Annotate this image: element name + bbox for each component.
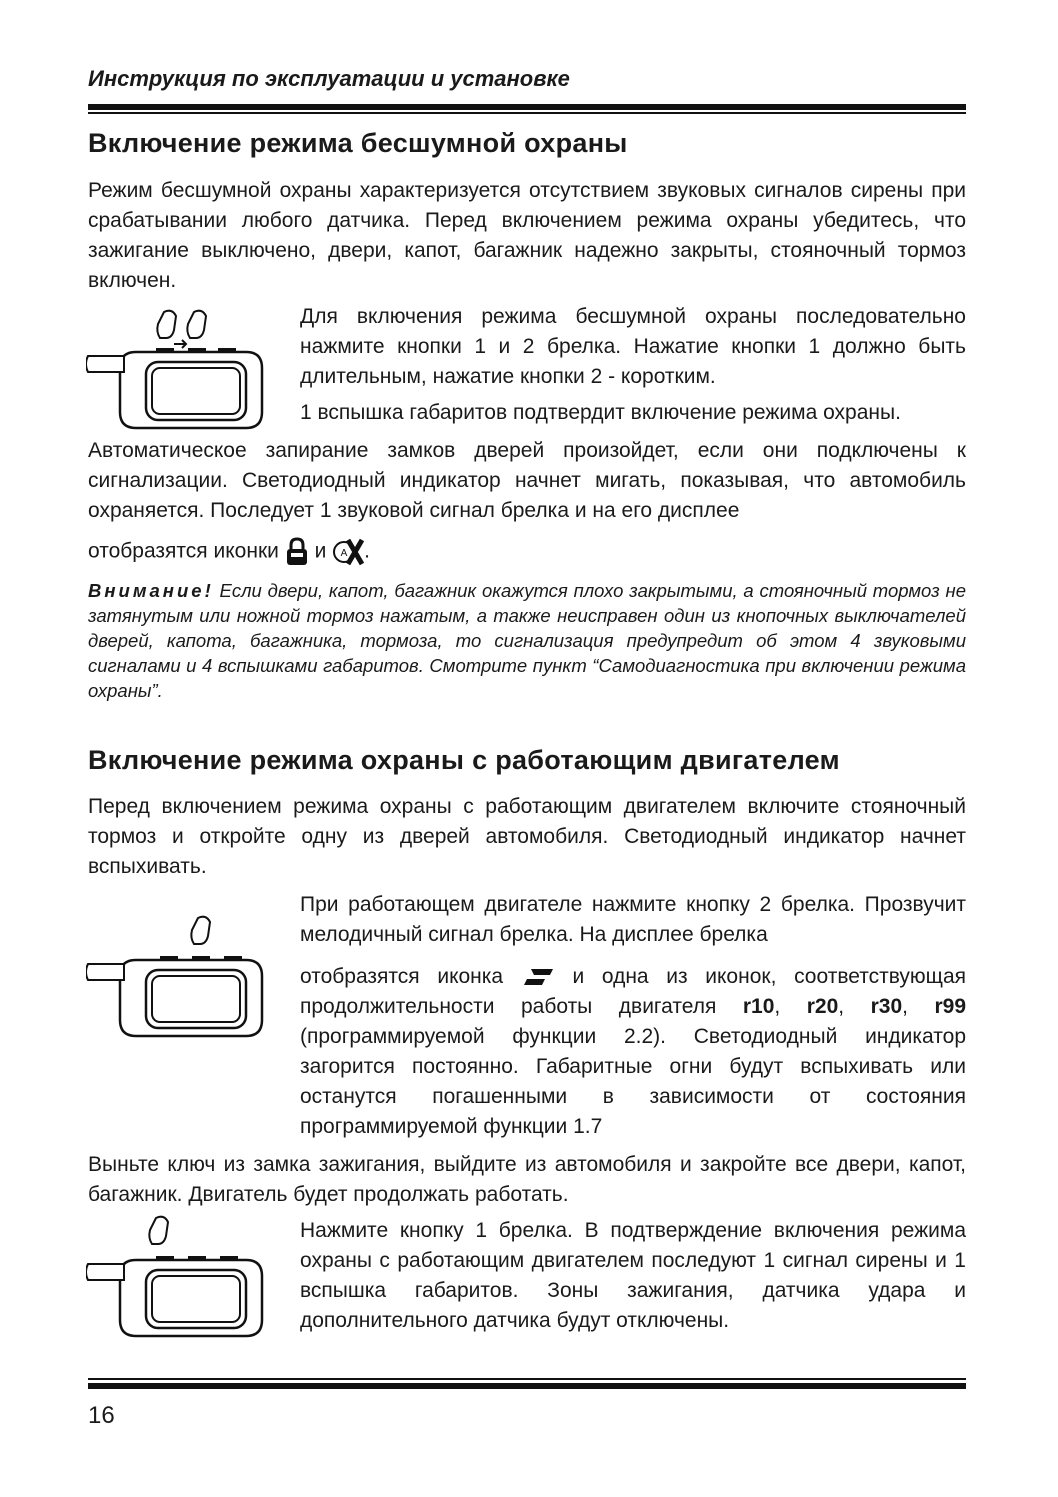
- section1-intro: Режим бесшумной охраны характеризуется отсутствием звуковых сигналов сирены при срабатывании любого датчика. Перед включением режима охраны убедитесь, что зажигание выключено, двери, капот, багажник надежно закрыты, стояночный тормоз включен.: [88, 179, 966, 292]
- code-r10: r10: [742, 995, 775, 1018]
- section2-step-b: отобразятся иконка и одна из иконок, соответствующая продолжительности работы двигателя r10, r20, r30, r99 (программируемой функции 2.2). Светодиодный индикатор загорится постоянно. Габаритные огни будут вспыхивать или останутся погашенными в зависимости от состояния программируемой функции 1.7: [300, 965, 966, 1138]
- keyfob-buttons-1-2-illustration: [86, 306, 272, 430]
- svg-text:A: A: [340, 548, 348, 559]
- step-b-prefix: отобразятся иконка: [300, 965, 504, 988]
- section2-key-out: Выньте ключ из замка зажигания, выйдите из автомобиля и закройте все двери, капот, багажник. Двигатель будет продолжать работать.: [88, 1153, 966, 1206]
- section2-intro: Перед включением режима охраны с работающим двигателем включите стояночный тормоз и откройте одну из дверей автомобиля. Светодиодный индикатор начнет вспыхивать.: [88, 795, 966, 878]
- section1-heading: Включение режима бесшумной охраны: [88, 128, 628, 158]
- lock-icon: [285, 537, 309, 567]
- code-r99: r99: [934, 995, 966, 1018]
- warning-label: Внимание!: [88, 580, 214, 601]
- warning-text: Если двери, капот, багажник окажутся плохо закрытыми, а стояночный тормоз не затянутым или ножной тормоз нажатым, а также неисправен один из кнопочных выключателей дверей, капота, багажника, тормоза, то сигнализация предупредит об этом 4 звуковыми сигналами и 4 вспышками габаритов. Смотрите пункт “Самодиагностика при включении режима охраны”.: [88, 580, 966, 701]
- section1-auto: Автоматическое запирание замков дверей произойдет, если они подключены к сигнализации. Светодиодный индикатор начнет мигать, показывая, что автомобиль охраняется. Последует 1 звуковой сигнал брелка и на его дисплее: [88, 439, 966, 522]
- footer-rule: [88, 1383, 966, 1389]
- code-r20: r20: [806, 995, 839, 1018]
- engine-running-icon: [521, 965, 555, 989]
- icons-line-end: .: [364, 539, 370, 563]
- alarm-armed-icon: [332, 536, 364, 568]
- pressing-finger-icon: [157, 311, 206, 338]
- section1-step: Для включения режима бесшумной охраны последовательно нажмите кнопки 1 и 2 брелка. Нажатие кнопки 1 должно быть длительным, нажатие кнопки 2 - коротким.: [300, 305, 966, 388]
- section1-flash: 1 вспышка габаритов подтвердит включение режима охраны.: [300, 401, 901, 424]
- header-rule-thin: [88, 112, 966, 114]
- icons-line-prefix: отобразятся иконки: [88, 539, 279, 563]
- step-b-tail: (программируемой функции 2.2). Светодиодный индикатор загорится постоянно. Габаритные огни будут вспыхивать или останутся погашенными в зависимости от состояния программируемой функции 1.7: [300, 1025, 966, 1138]
- step-b-text: и одна из иконок, соответствующая продолжительности работы двигателя: [300, 965, 966, 1018]
- section2-step-c: Нажмите кнопку 1 брелка. В подтверждение включения режима охраны с работающим двигателем последуют 1 сигнал сирены и 1 вспышка габаритов. Зоны зажигания, датчика удара и дополнительного датчика будут отключены.: [300, 1219, 966, 1332]
- keyfob-button-1-illustration: [86, 1214, 272, 1338]
- header-rule: [88, 104, 966, 110]
- code-r30: r30: [870, 995, 903, 1018]
- section2-heading: Включение режима охраны с работающим двигателем: [88, 745, 840, 775]
- section1-icons-line: [88, 536, 966, 568]
- page-number: 16: [88, 1402, 115, 1429]
- running-header: Инструкция по эксплуатации и установке: [88, 66, 570, 91]
- footer-rule-thin: [88, 1378, 966, 1380]
- warning-block: [88, 578, 966, 703]
- pressing-finger-icon: [191, 917, 210, 944]
- keyfob-button-2-illustration: [86, 914, 272, 1038]
- icons-line-and: и: [314, 539, 327, 563]
- section2-step-a: При работающем двигателе нажмите кнопку 2 брелка. Прозвучит мелодичный сигнал брелка. На дисплее брелка: [300, 893, 966, 946]
- pressing-finger-icon: [149, 1217, 168, 1244]
